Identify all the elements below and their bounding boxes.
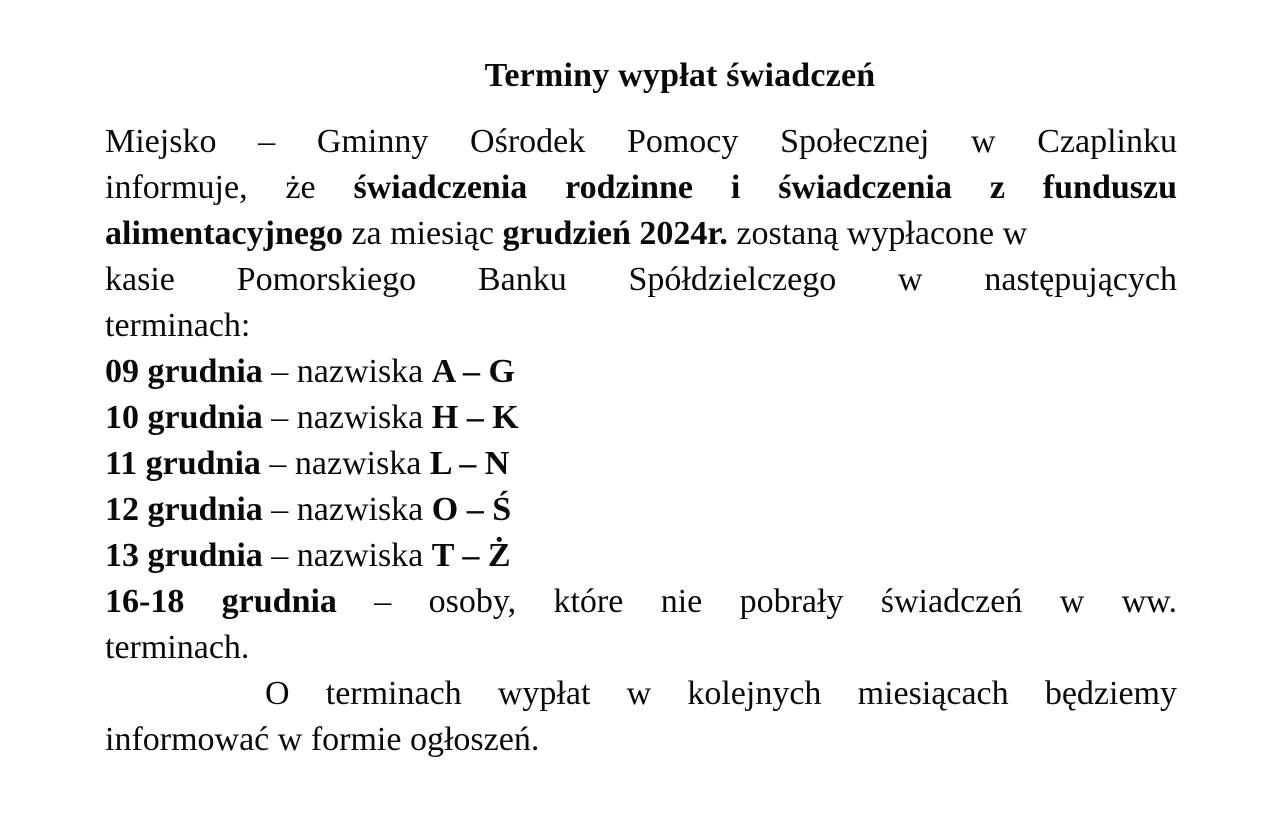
schedule-sep: – nazwiska (262, 399, 432, 436)
schedule-item (105, 349, 1177, 395)
schedule-range: A – G (431, 353, 515, 390)
schedule-range: T – Ż (431, 537, 511, 574)
intro-text: za miesiąc (342, 215, 503, 252)
schedule-item (105, 441, 1177, 487)
late-pickup-text: – osoby, które nie pobrały świadczeń w ww. (374, 583, 1178, 620)
benefit-type: świadczenia rodzinne i świadczenia z funduszu (353, 169, 1177, 206)
intro-text: zostaną wypłacone w (727, 215, 1028, 252)
document-body (105, 119, 1177, 763)
intro-line-1: Miejsko – Gminny Ośrodek Pomocy Społecznej w Czaplinku (105, 123, 1177, 160)
document-title: Terminy wypłat świadczeń (484, 57, 876, 94)
schedule-date: 12 grudnia (105, 491, 263, 528)
schedule-date: 09 grudnia (105, 353, 263, 390)
intro-line-3 (105, 211, 1177, 257)
schedule-sep: – nazwiska (262, 491, 432, 528)
schedule-date: 10 grudnia (105, 399, 263, 436)
late-pickup-line (105, 579, 1177, 625)
schedule-range: L – N (429, 445, 510, 482)
schedule-date: 13 grudnia (105, 537, 263, 574)
intro-line-4: kasie Pomorskiego Banku Spółdzielczego w następujących (105, 261, 1177, 298)
closing-line-2: informować w formie ogłoszeń. (105, 721, 540, 758)
intro-text: informuje, że (105, 169, 354, 206)
benefit-month: grudzień 2024r. (502, 215, 728, 252)
benefit-type-cont: alimentacyjnego (105, 215, 343, 252)
schedule-sep: – nazwiska (260, 445, 430, 482)
late-pickup-continuation: terminach. (105, 629, 250, 666)
schedule-range: O – Ś (431, 491, 512, 528)
closing-line-1: O terminach wypłat w kolejnych miesiącach będziemy (265, 675, 1177, 712)
schedule-item (105, 395, 1177, 441)
schedule-item (105, 533, 1177, 579)
schedule-date: 11 grudnia (105, 445, 261, 482)
schedule-sep: – nazwiska (262, 353, 432, 390)
schedule-range: H – K (431, 399, 519, 436)
late-pickup-date: 16-18 grudnia (105, 583, 337, 620)
intro-line-5: terminach: (105, 307, 251, 344)
schedule-item (105, 487, 1177, 533)
schedule-sep: – nazwiska (262, 537, 432, 574)
intro-line-2 (105, 165, 1177, 211)
